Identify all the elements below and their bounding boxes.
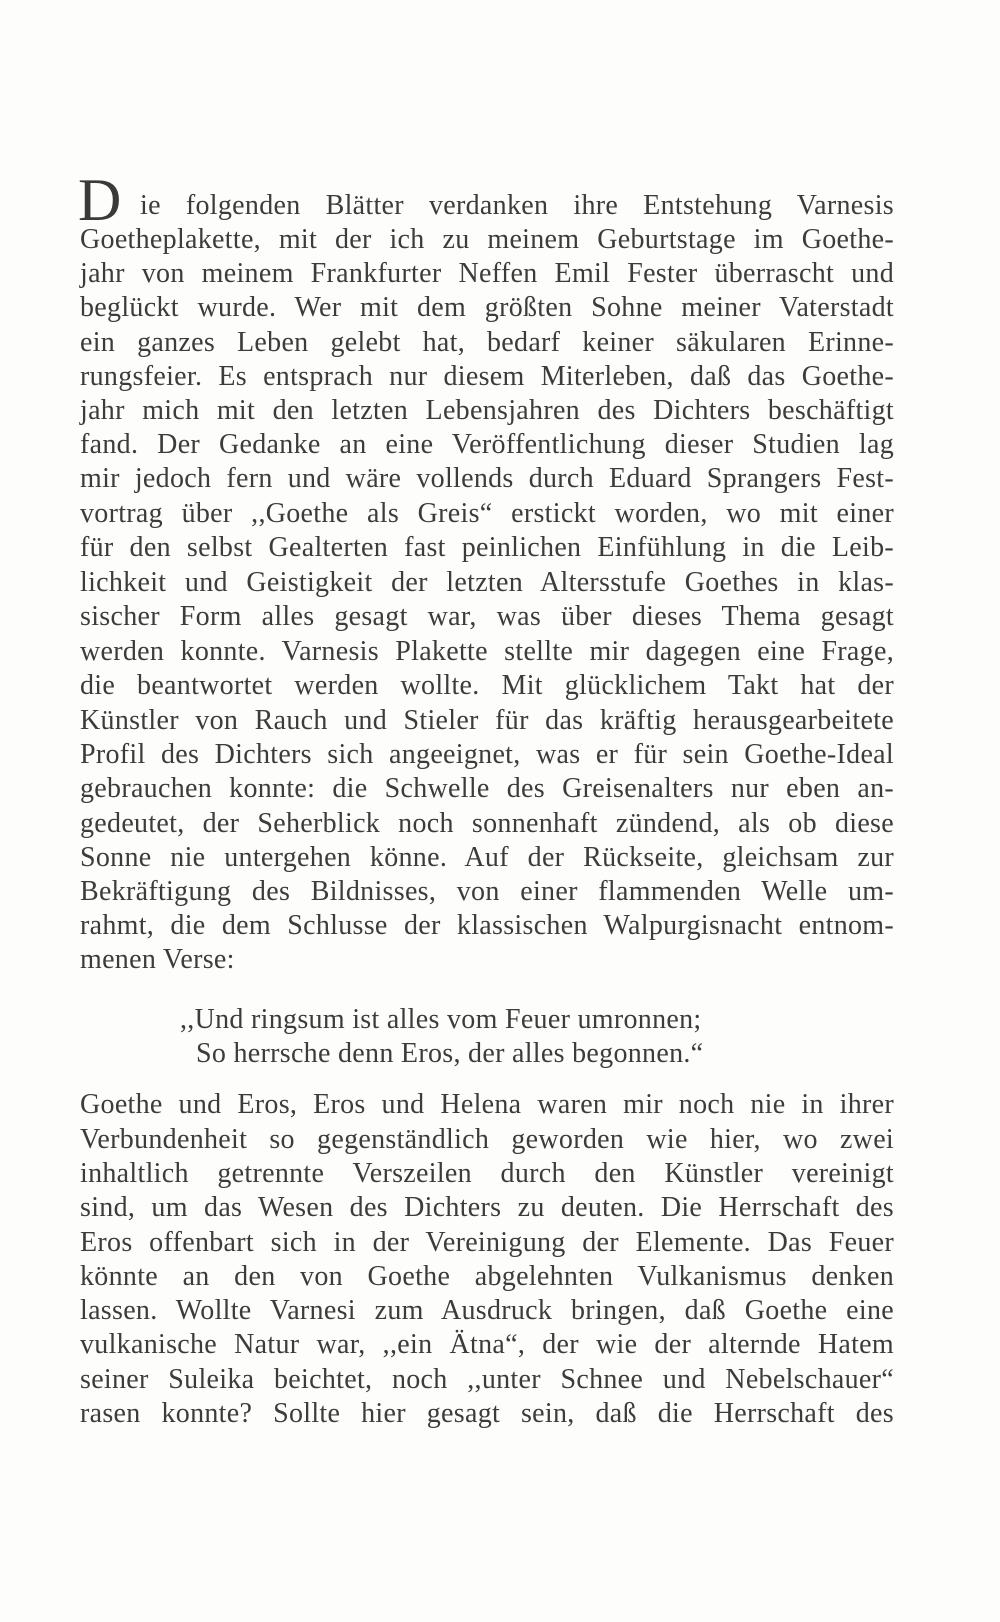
text-line: werden konnte. Varnesis Plakette stellte mir dagegen eine Frage, <box>80 636 894 667</box>
drop-cap: D <box>78 167 122 233</box>
text-line: Künstler von Rauch und Stieler für das kräftig herausgearbeitete <box>80 705 894 736</box>
text-line: die beantwortet werden wollte. Mit glücklichem Takt hat der <box>80 670 894 701</box>
text-line: jahr mich mit den letzten Lebensjahren des Dichters beschäftigt <box>80 395 894 426</box>
text-line: rasen konnte? Sollte hier gesagt sein, daß die Herrschaft des <box>80 1398 894 1429</box>
text-line: jahr von meinem Frankfurter Neffen Emil Fester überrascht und <box>80 258 894 289</box>
text-line: Verbundenheit so gegenständlich geworden wie hier, wo zwei <box>80 1124 894 1155</box>
text-line: Bekräftigung des Bildnisses, von einer flammenden Welle um- <box>80 876 894 907</box>
text-line: beglückt wurde. Wer mit dem größten Sohne meiner Vaterstadt <box>80 292 894 323</box>
text-line: sind, um das Wesen des Dichters zu deuten. Die Herrschaft des <box>80 1192 894 1223</box>
text-line: ie folgenden Blätter verdanken ihre Entstehung Varnesis <box>140 190 894 221</box>
text-line: rungsfeier. Es entsprach nur diesem Miterleben, daß das Goethe- <box>80 361 894 392</box>
text-line: fand. Der Gedanke an eine Veröffentlichung dieser Studien lag <box>80 429 894 460</box>
text-line: lassen. Wollte Varnesi zum Ausdruck bringen, daß Goethe eine <box>80 1295 894 1326</box>
text-line: rahmt, die dem Schlusse der klassischen Walpurgisnacht entnom- <box>80 910 894 941</box>
text-line: vulkanische Natur war, ,,ein Ätna“, der wie der alternde Hatem <box>80 1329 894 1360</box>
text-line: mir jedoch fern und wäre vollends durch Eduard Sprangers Fest- <box>80 463 894 494</box>
text-line: gedeutet, der Seherblick noch sonnenhaft zündend, als ob diese <box>80 808 894 839</box>
text-line: vortrag über ,,Goethe als Greis“ erstickt worden, wo mit einer <box>80 498 894 529</box>
verse-line: ,,Und ringsum ist alles vom Feuer umronnen; <box>180 1004 702 1035</box>
text-line: Goetheplakette, mit der ich zu meinem Geburtstage im Goethe- <box>80 224 894 255</box>
text-line: menen Verse: <box>80 944 235 975</box>
text-line: lichkeit und Geistigkeit der letzten Altersstufe Goethes in klas- <box>80 567 894 598</box>
text-line: Goethe und Eros, Eros und Helena waren mir noch nie in ihrer <box>80 1089 894 1120</box>
text-line: gebrauchen konnte: die Schwelle des Greisenalters nur eben an- <box>80 773 894 804</box>
text-line: könnte an den von Goethe abgelehnten Vulkanismus denken <box>80 1261 894 1292</box>
text-line: seiner Suleika beichtet, noch ,,unter Schnee und Nebelschauer“ <box>80 1364 894 1395</box>
text-line: Eros offenbart sich in der Vereinigung der Elemente. Das Feuer <box>80 1227 894 1258</box>
text-line: ein ganzes Leben gelebt hat, bedarf keiner säkularen Erinne- <box>80 327 894 358</box>
verse-line: So herrsche denn Eros, der alles begonnen.“ <box>196 1038 704 1069</box>
text-line: sischer Form alles gesagt war, was über dieses Thema gesagt <box>80 601 894 632</box>
text-line: Sonne nie untergehen könne. Auf der Rückseite, gleichsam zur <box>80 842 894 873</box>
text-line: inhaltlich getrennte Verszeilen durch den Künstler vereinigt <box>80 1158 894 1189</box>
text-line: Profil des Dichters sich angeeignet, was er für sein Goethe-Ideal <box>80 739 894 770</box>
text-line: für den selbst Gealterten fast peinlichen Einfühlung in die Leib- <box>80 532 894 563</box>
